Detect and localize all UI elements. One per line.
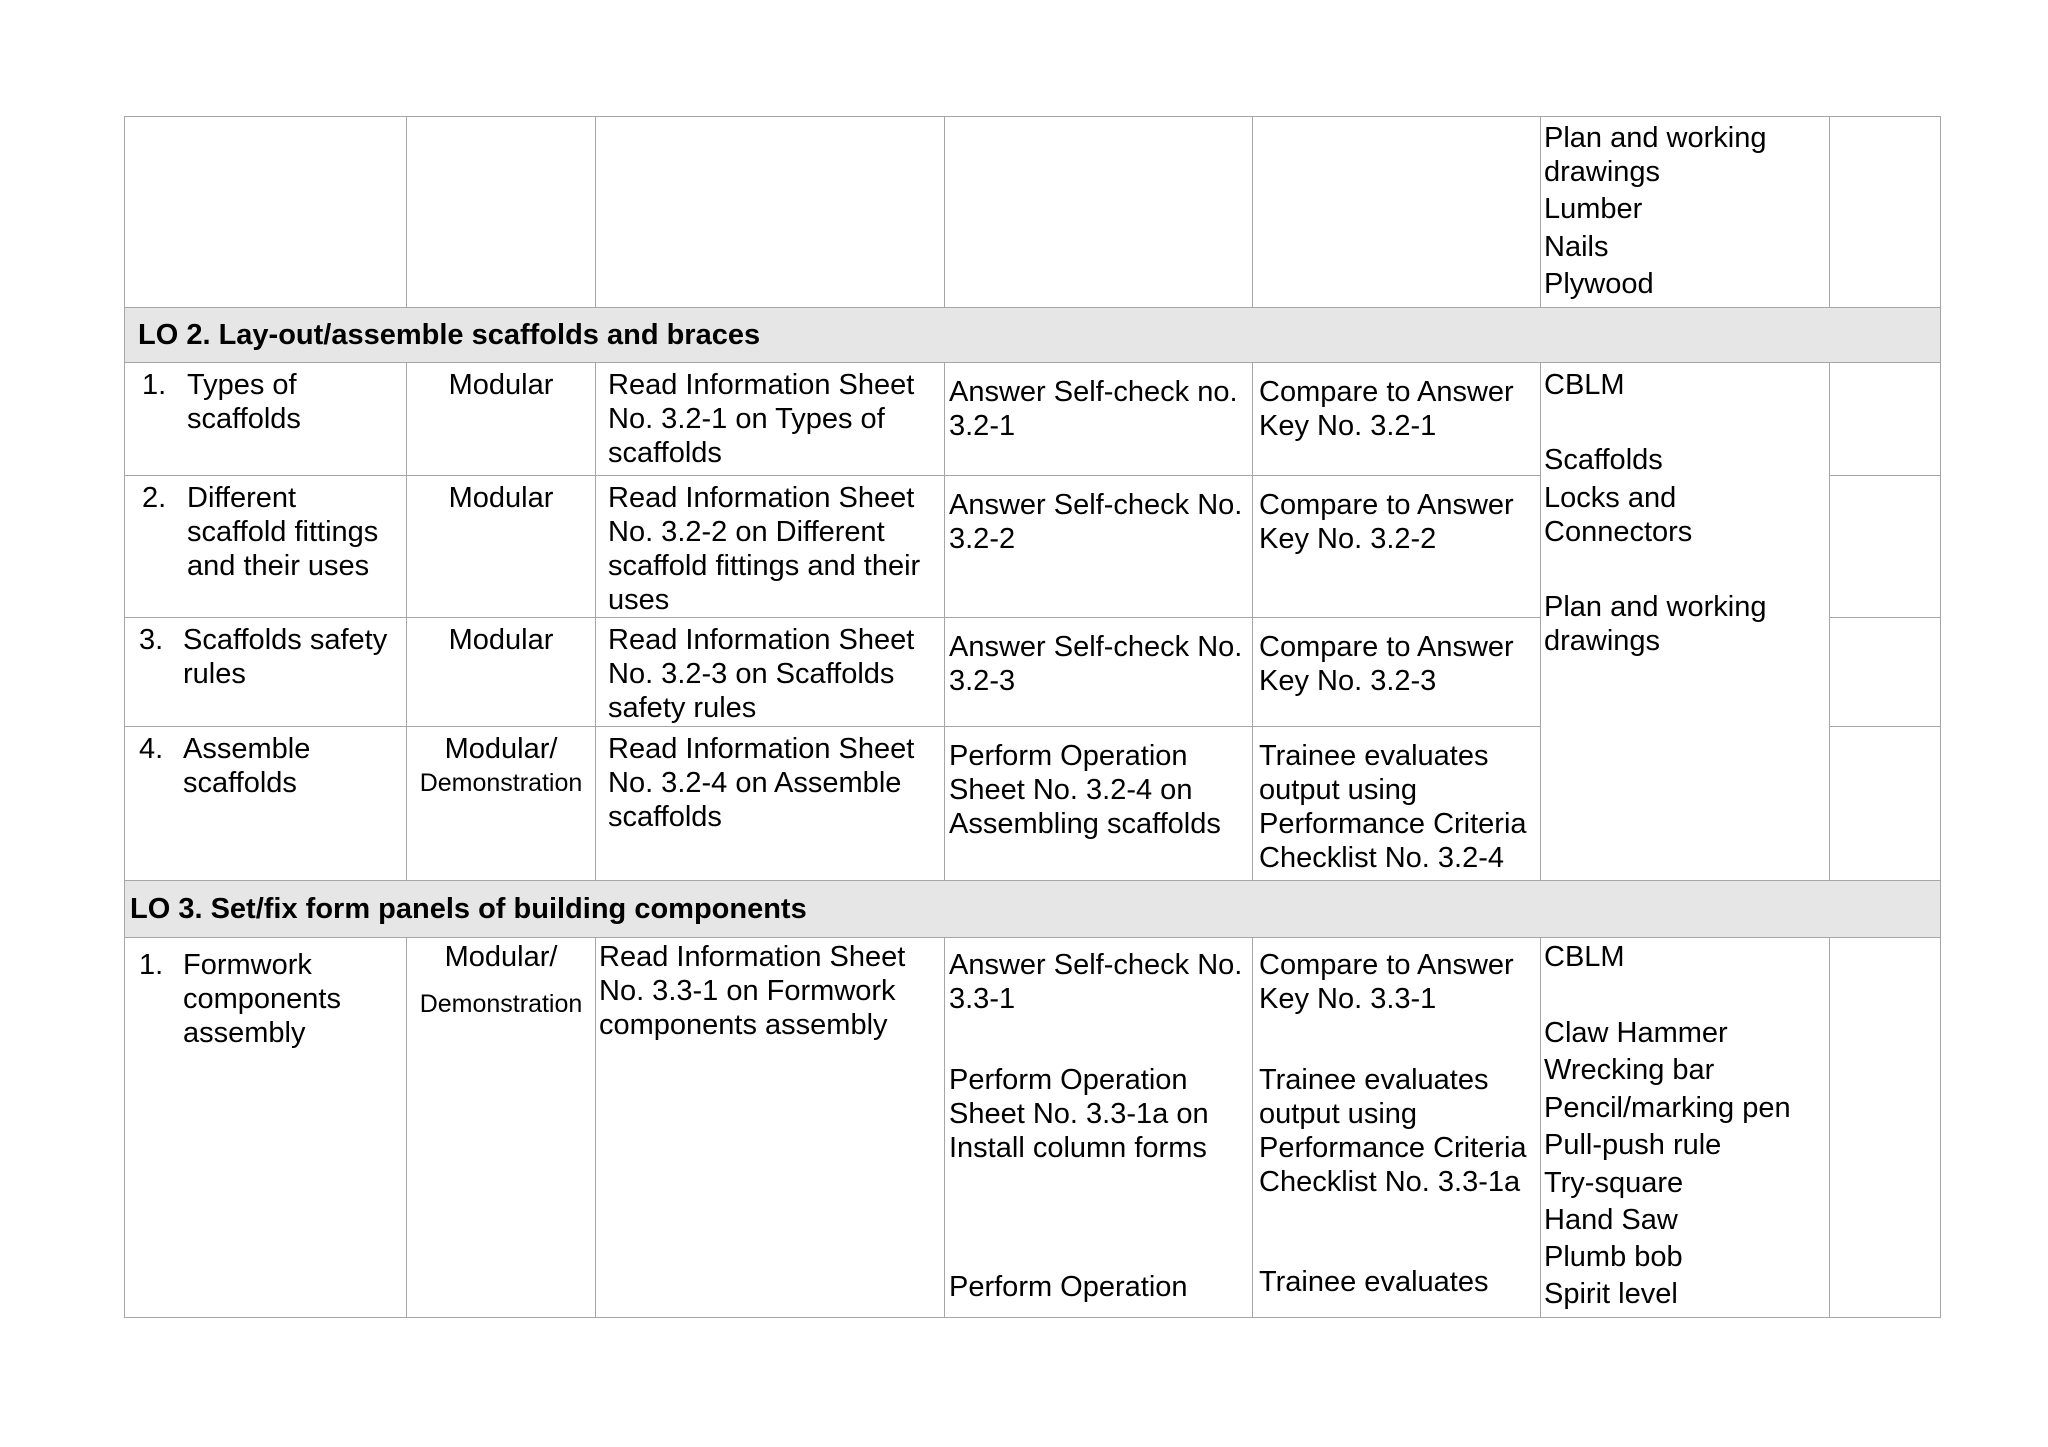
evaluation-text: Performance Criteria: [1259, 1132, 1527, 1164]
evaluation-text: Performance Criteria: [1259, 808, 1527, 840]
evaluation-text: Compare to Answer: [1259, 949, 1514, 981]
lo3-header: [124, 880, 1941, 938]
mode-text: Modular/: [444, 733, 558, 765]
evaluation-text: Key No. 3.2-1: [1259, 410, 1437, 442]
lo2-row1-mode: [406, 362, 596, 476]
resource-item: Hand Saw: [1544, 1204, 1678, 1236]
activity-text: Read Information Sheet: [608, 733, 915, 765]
assessment-text: 3.2-3: [949, 665, 1016, 697]
assessment-text: Perform Operation: [949, 1271, 1188, 1303]
resource-item: CBLM: [1544, 369, 1625, 401]
content-text: Types of: [187, 369, 297, 401]
assessment-text: Sheet No. 3.2-4 on: [949, 774, 1193, 806]
assessment-text: Install column forms: [949, 1132, 1207, 1164]
lo2-row4-remarks: [1829, 726, 1941, 881]
assessment-text: Perform Operation: [949, 740, 1188, 772]
activity-text: No. 3.2-1 on Types of: [608, 403, 885, 435]
cell-top-activity: [595, 116, 945, 308]
training-plan-table: [125, 117, 1941, 1318]
assessment-text: 3.2-1: [949, 410, 1016, 442]
row-number: 1.: [142, 369, 167, 401]
content-text: Scaffolds safety: [183, 624, 388, 656]
content-text: scaffolds: [183, 767, 297, 799]
row-number: 3.: [139, 624, 164, 656]
resource-item: Wrecking bar: [1544, 1054, 1715, 1086]
lo2-row2-mode: [406, 475, 596, 618]
resource-item: drawings: [1544, 625, 1661, 657]
lo2-row3-mode: [406, 617, 596, 727]
evaluation-text: Trainee evaluates: [1259, 1064, 1489, 1096]
activity-text: scaffolds: [608, 437, 722, 469]
lo2-row2-assessment: [944, 475, 1253, 618]
lo2-resources: [1540, 362, 1830, 881]
content-text: Different: [187, 482, 297, 514]
content-text: assembly: [183, 1017, 306, 1049]
lo2-row2-content: [124, 475, 407, 618]
evaluation-text: Checklist No. 3.2-4: [1259, 842, 1504, 874]
content-text: Formwork: [183, 949, 312, 981]
resource-item: Scaffolds: [1544, 444, 1663, 476]
lo2-row4-assessment: [944, 726, 1253, 881]
activity-text: components assembly: [599, 1009, 888, 1041]
evaluation-text: Checklist No. 3.3-1a: [1259, 1166, 1521, 1198]
resource-item: Plan and working: [1544, 122, 1767, 154]
content-text: scaffolds: [187, 403, 301, 435]
assessment-text: Answer Self-check No.: [949, 631, 1243, 663]
assessment-text: 3.3-1: [949, 983, 1016, 1015]
lo2-row2-evaluation: [1252, 475, 1541, 618]
lo2-row3-remarks: [1829, 617, 1941, 727]
row-number: 4.: [139, 733, 164, 765]
cell-top-content: [124, 116, 407, 308]
lo3-row1-content: [124, 937, 407, 1318]
evaluation-text: Key No. 3.3-1: [1259, 983, 1437, 1015]
evaluation-text: output using: [1259, 774, 1418, 806]
content-text: and their uses: [187, 550, 370, 582]
resource-item: Try-square: [1544, 1167, 1684, 1199]
lo2-row1-remarks: [1829, 362, 1941, 476]
assessment-text: Answer Self-check no.: [949, 376, 1238, 408]
assessment-text: 3.2-2: [949, 523, 1016, 555]
resource-item: Locks and: [1544, 482, 1677, 514]
lo2-row3-evaluation: [1252, 617, 1541, 727]
cell-top-assessment: [944, 116, 1253, 308]
mode-text: Demonstration: [419, 990, 583, 1018]
assessment-text: Answer Self-check No.: [949, 489, 1243, 521]
lo2-row1-evaluation: [1252, 362, 1541, 476]
lo3-row1-activity: [595, 937, 945, 1318]
mode-text: Modular/: [444, 941, 558, 973]
assessment-text: Perform Operation: [949, 1064, 1188, 1096]
mode-text: Modular: [448, 624, 554, 656]
evaluation-text: Trainee evaluates: [1259, 740, 1489, 772]
resource-item: Spirit level: [1544, 1278, 1678, 1310]
resource-item: drawings: [1544, 156, 1661, 188]
lo3-row1-assessment: [944, 937, 1253, 1318]
activity-text: Read Information Sheet: [608, 482, 915, 514]
evaluation-text: Compare to Answer: [1259, 376, 1514, 408]
activity-text: No. 3.2-4 on Assemble: [608, 767, 902, 799]
cell-top-resources: [1540, 116, 1830, 308]
content-text: components: [183, 983, 341, 1015]
lo2-row4-mode: [406, 726, 596, 881]
resource-item: CBLM: [1544, 941, 1625, 973]
lo2-row2-remarks: [1829, 475, 1941, 618]
assessment-text: Assembling scaffolds: [949, 808, 1221, 840]
lo3-row1-resources: [1540, 937, 1830, 1318]
lo3-row1-evaluation: [1252, 937, 1541, 1318]
content-text: rules: [183, 658, 246, 690]
activity-text: scaffolds: [608, 801, 722, 833]
lo3-title: LO 3. Set/fix form panels of building components: [130, 893, 807, 925]
resource-item: Pull-push rule: [1544, 1129, 1722, 1161]
activity-text: uses: [608, 584, 670, 616]
resource-item: Connectors: [1544, 516, 1693, 548]
activity-text: No. 3.2-2 on Different: [608, 516, 885, 548]
activity-text: safety rules: [608, 692, 757, 724]
evaluation-text: Key No. 3.2-3: [1259, 665, 1437, 697]
resource-item: Lumber: [1544, 193, 1643, 225]
lo2-title: LO 2. Lay-out/assemble scaffolds and braces: [138, 319, 761, 351]
mode-text: Modular: [448, 482, 554, 514]
lo2-header: [124, 307, 1941, 363]
activity-text: scaffold fittings and their: [608, 550, 921, 582]
mode-text: Demonstration: [419, 769, 583, 797]
activity-text: Read Information Sheet: [608, 369, 915, 401]
lo2-row3-content: [124, 617, 407, 727]
evaluation-text: Trainee evaluates: [1259, 1266, 1489, 1298]
content-text: scaffold fittings: [187, 516, 379, 548]
cell-top-evaluation: [1252, 116, 1541, 308]
lo2-row1-content: [124, 362, 407, 476]
resource-item: Claw Hammer: [1544, 1017, 1728, 1049]
activity-text: Read Information Sheet: [608, 624, 915, 656]
cell-top-remarks: [1829, 116, 1941, 308]
resource-item: Plan and working: [1544, 591, 1767, 623]
lo2-row4-content: [124, 726, 407, 881]
lo3-row1-mode: [406, 937, 596, 1318]
assessment-text: Answer Self-check No.: [949, 949, 1243, 981]
lo2-row2-activity: [595, 475, 945, 618]
lo3-row1-remarks: [1829, 937, 1941, 1318]
lo2-row1-assessment: [944, 362, 1253, 476]
evaluation-text: output using: [1259, 1098, 1418, 1130]
lo2-row4-evaluation: [1252, 726, 1541, 881]
activity-text: Read Information Sheet: [599, 941, 906, 973]
evaluation-text: Compare to Answer: [1259, 489, 1514, 521]
resource-item: Pencil/marking pen: [1544, 1092, 1791, 1124]
activity-text: No. 3.3-1 on Formwork: [599, 975, 896, 1007]
evaluation-text: Compare to Answer: [1259, 631, 1514, 663]
resource-item: Plumb bob: [1544, 1241, 1683, 1273]
lo2-row3-assessment: [944, 617, 1253, 727]
evaluation-text: Key No. 3.2-2: [1259, 523, 1437, 555]
mode-text: Modular: [448, 369, 554, 401]
lo2-row4-activity: [595, 726, 945, 881]
row-number: 2.: [142, 482, 167, 514]
lo2-row3-activity: [595, 617, 945, 727]
activity-text: No. 3.2-3 on Scaffolds: [608, 658, 895, 690]
resource-item: Plywood: [1544, 268, 1654, 300]
cell-top-mode: [406, 116, 596, 308]
content-text: Assemble: [183, 733, 311, 765]
row-number: 1.: [139, 949, 164, 981]
assessment-text: Sheet No. 3.3-1a on: [949, 1098, 1209, 1130]
resource-item: Nails: [1544, 231, 1609, 263]
lo2-row1-activity: [595, 362, 945, 476]
